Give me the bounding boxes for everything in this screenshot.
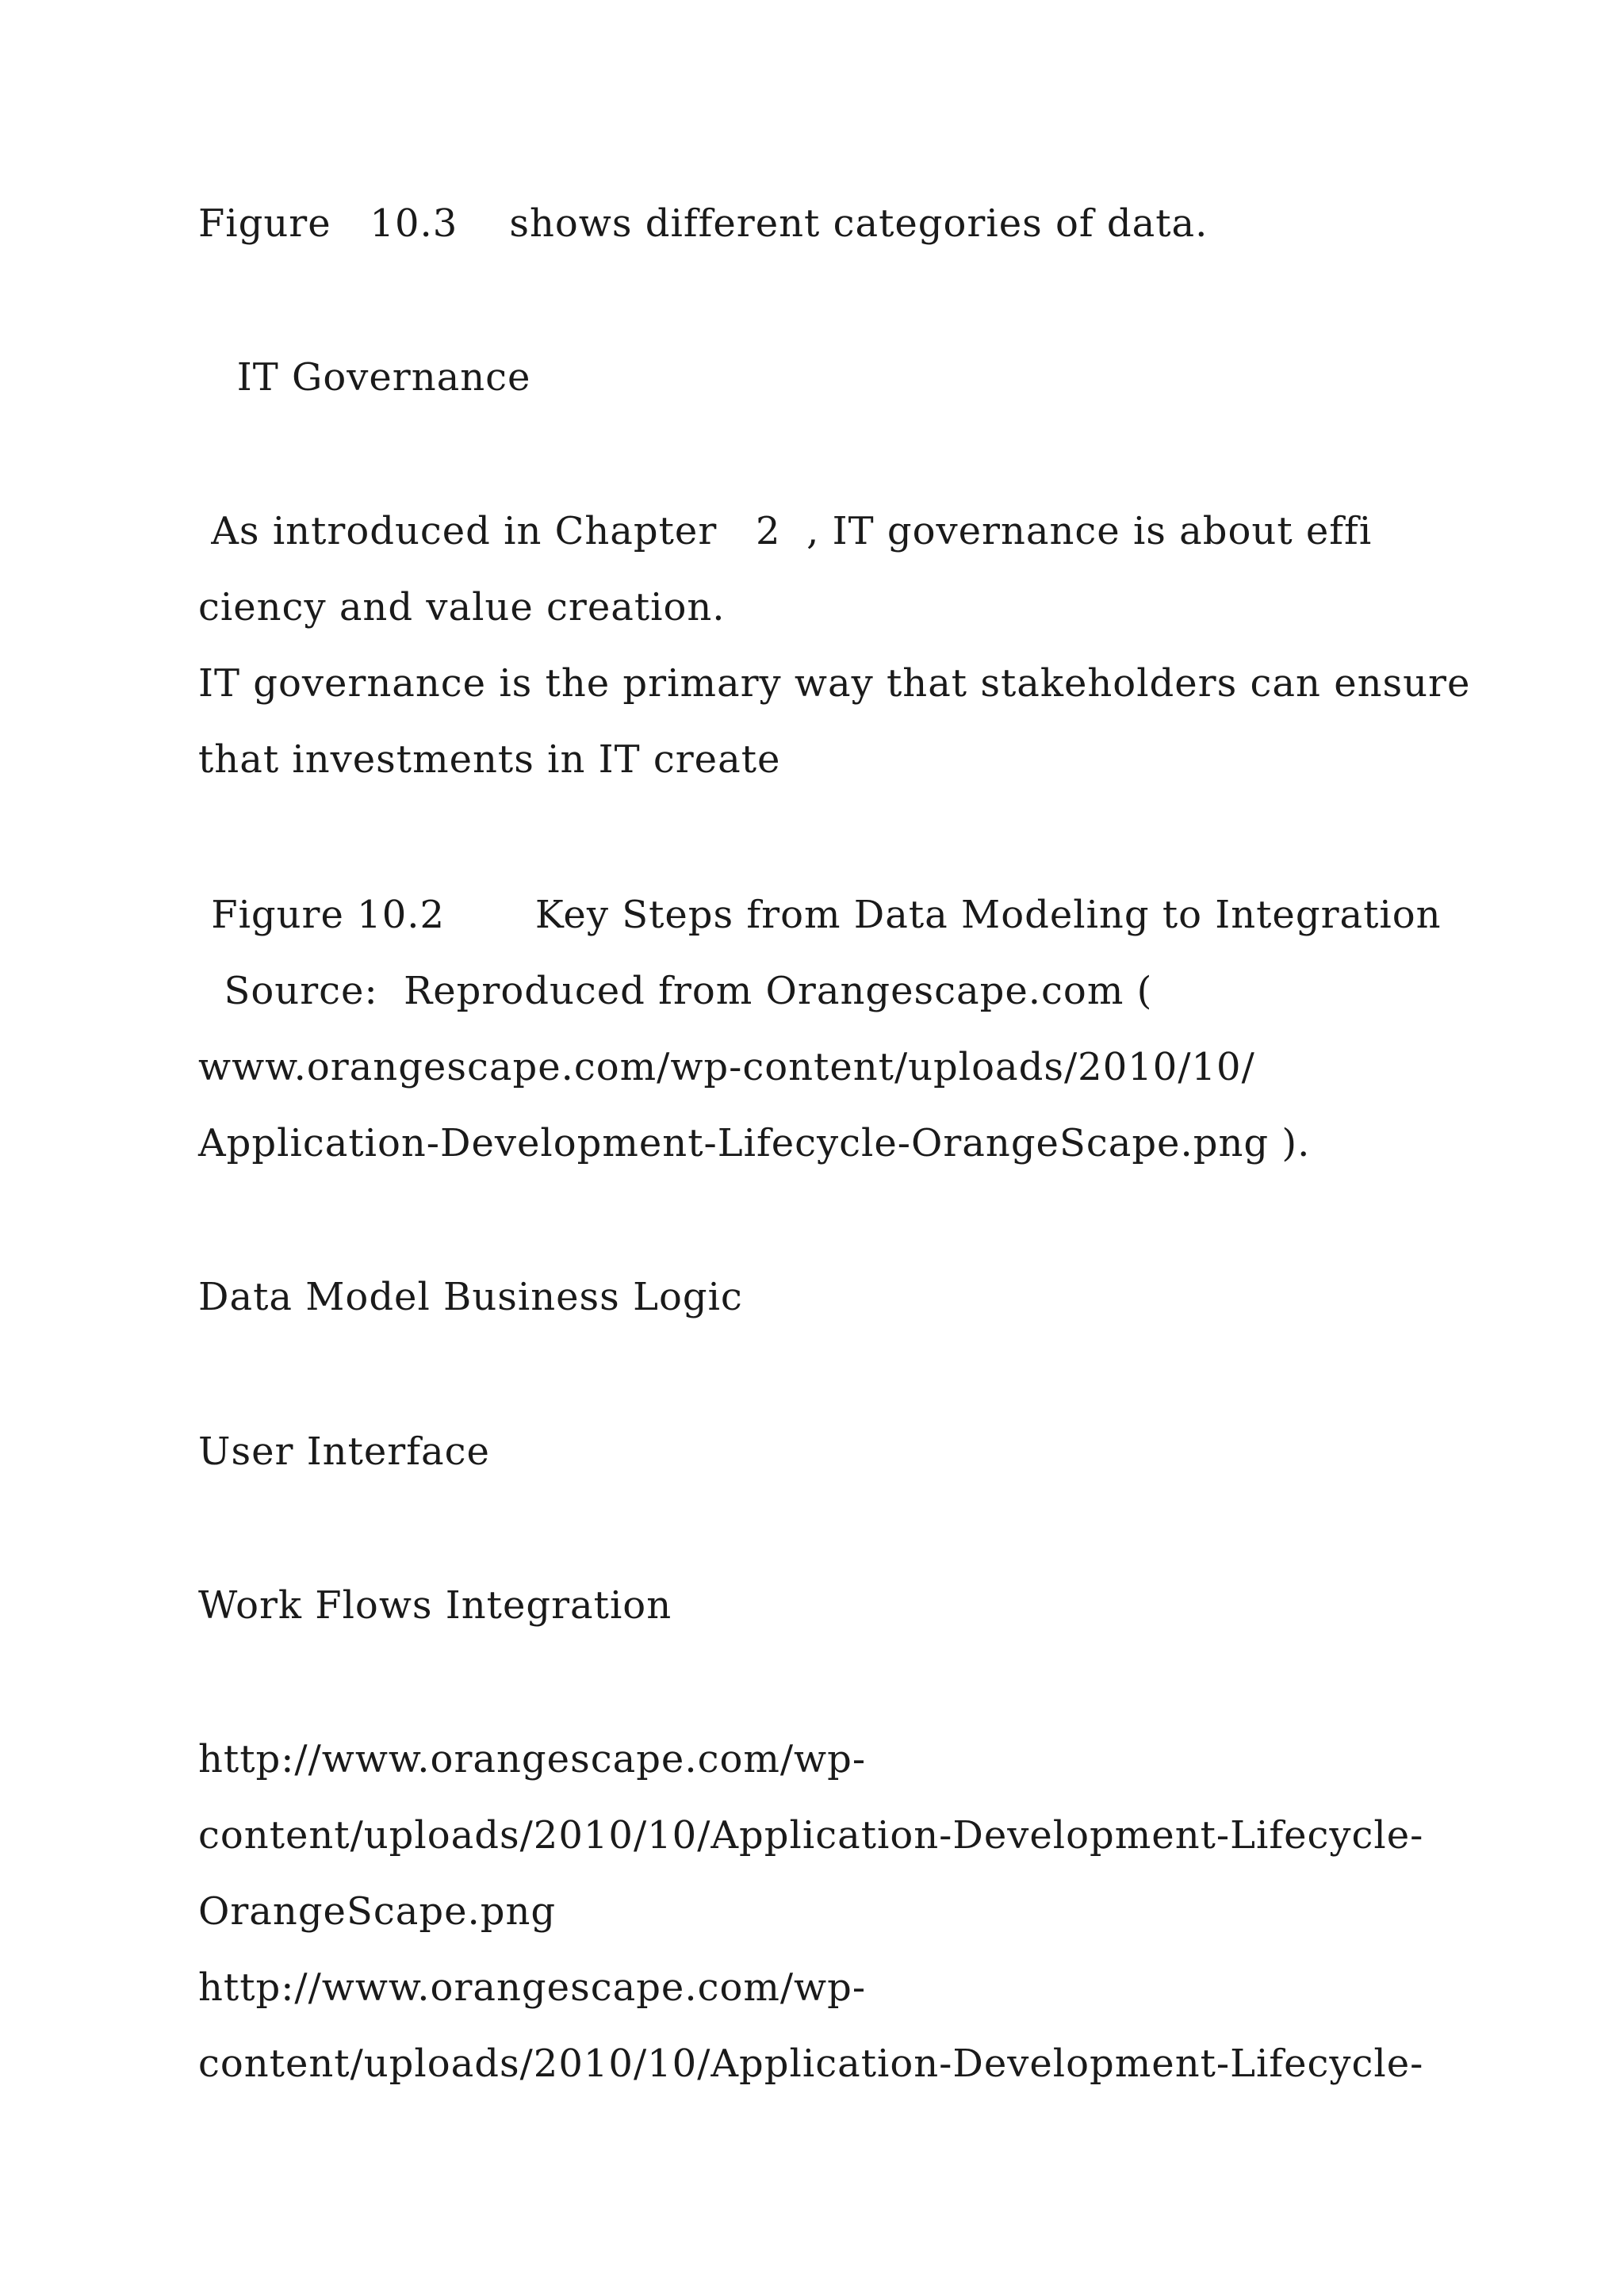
url-line-1c: OrangeScape.png [198,1889,557,1934]
text-line-figure-10-3-intro: Figure 10.3 shows different categories of data. [198,201,1208,246]
url-line-1b: content/uploads/2010/10/Application-Development-Lifecycle- [198,1813,1424,1858]
url-line-1a: http://www.orangescape.com/wp- [198,1737,867,1781]
section-heading-it-governance: IT Governance [198,355,531,400]
figure-source-line: Source: Reproduced from Orangescape.com ( [198,969,1153,1013]
text-line-efficiency: ciency and value creation. [198,585,726,629]
text-line-intro-chapter: As introduced in Chapter 2 , IT governance is about effi [198,509,1373,553]
text-line-governance-primary: IT governance is the primary way that stakeholders can ensure [198,661,1471,706]
figure-source-url-part1: www.orangescape.com/wp-content/uploads/2010/10/ [198,1045,1255,1089]
url-line-2b: content/uploads/2010/10/Application-Development-Lifecycle- [198,2042,1424,2086]
text-line-user-interface: User Interface [198,1429,490,1474]
figure-caption-10-2: Figure 10.2 Key Steps from Data Modeling to Integration [198,893,1442,937]
text-line-investments: that investments in IT create [198,737,781,782]
text-line-work-flows-integration: Work Flows Integration [198,1583,672,1628]
text-line-data-model-business-logic: Data Model Business Logic [198,1275,743,1319]
figure-source-url-part2: Application-Development-Lifecycle-OrangeScape.png ). [198,1121,1311,1165]
url-line-2a: http://www.orangescape.com/wp- [198,1965,867,2010]
